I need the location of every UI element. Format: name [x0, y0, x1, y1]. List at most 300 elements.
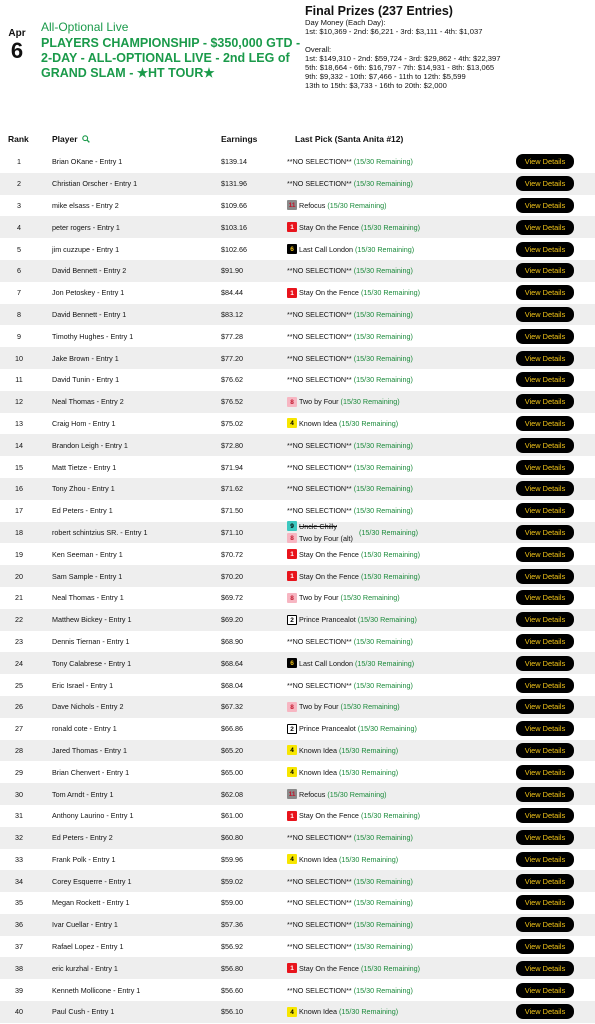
- pick-line: [287, 533, 353, 543]
- remaining-count: (15/30 Remaining): [353, 484, 413, 494]
- last-pick-column-header: Last Pick (Santa Anita #12): [295, 134, 404, 144]
- player-name: Ed Peters - Entry 2: [52, 833, 113, 843]
- player-name: Neal Thomas - Entry 2: [52, 397, 124, 407]
- view-details-button[interactable]: View Details: [516, 285, 574, 300]
- table-row: [0, 151, 595, 173]
- last-pick-cell: [287, 1001, 398, 1023]
- prizes-title: Final Prizes (237 Entries): [305, 4, 453, 18]
- no-selection-text: **NO SELECTION**: [287, 375, 352, 385]
- actions-cell: [516, 151, 574, 173]
- remaining-count: (15/30 Remaining): [338, 745, 399, 755]
- pick-line: [287, 811, 359, 821]
- no-selection-text: **NO SELECTION**: [287, 833, 352, 843]
- earnings-cell: $131.96: [221, 179, 247, 189]
- horse-name: Last Call London: [299, 658, 353, 668]
- table-row: [0, 391, 595, 413]
- last-pick-cell: [287, 456, 413, 478]
- remaining-count: (15/30 Remaining): [338, 418, 399, 428]
- view-details-button[interactable]: View Details: [516, 242, 574, 257]
- no-selection-text: **NO SELECTION**: [287, 353, 352, 363]
- remaining-count: (15/30 Remaining): [353, 157, 413, 167]
- view-details-button[interactable]: View Details: [516, 525, 574, 540]
- remaining-count: (15/30 Remaining): [327, 789, 387, 799]
- table-row: [0, 827, 595, 849]
- last-pick-cell: [287, 565, 420, 587]
- view-details-button[interactable]: View Details: [516, 220, 574, 235]
- view-details-button[interactable]: View Details: [516, 438, 574, 453]
- actions-cell: [516, 609, 574, 631]
- actions-cell: [516, 652, 574, 674]
- pick-line: [287, 521, 337, 531]
- no-selection-text: **NO SELECTION**: [287, 876, 352, 886]
- program-number-badge: 2: [287, 724, 297, 734]
- pick-line: [287, 963, 359, 973]
- view-details-button[interactable]: View Details: [516, 678, 574, 693]
- player-name: Neal Thomas - Entry 1: [52, 593, 124, 603]
- player-name: Rafael Lopez - Entry 1: [52, 942, 124, 952]
- program-number-badge: 1: [287, 811, 297, 821]
- search-icon[interactable]: [82, 135, 90, 145]
- player-name: Craig Hom - Entry 1: [52, 418, 116, 428]
- actions-cell: [516, 979, 574, 1001]
- remaining-count: (15/30 Remaining): [353, 942, 413, 952]
- rank-cell: 25: [15, 680, 23, 690]
- player-name: Matthew Bickey - Entry 1: [52, 615, 132, 625]
- rank-cell: 24: [15, 658, 23, 668]
- pick-line: [287, 745, 337, 755]
- player-name: Matt Tietze - Entry 1: [52, 462, 117, 472]
- no-selection-text: **NO SELECTION**: [287, 898, 352, 908]
- view-details-button[interactable]: View Details: [516, 699, 574, 714]
- program-number-badge: 1: [287, 571, 297, 581]
- horse-name: Known Idea: [299, 745, 337, 755]
- view-details-button[interactable]: View Details: [516, 721, 574, 736]
- earnings-cell: $84.44: [221, 288, 243, 298]
- earnings-cell: $71.94: [221, 462, 243, 472]
- rank-cell: 39: [15, 985, 23, 995]
- actions-cell: [516, 216, 574, 238]
- actions-cell: [516, 936, 574, 958]
- view-details-button[interactable]: View Details: [516, 198, 574, 213]
- player-name: Corey Esquerre - Entry 1: [52, 876, 132, 886]
- actions-cell: [516, 434, 574, 456]
- earnings-cell: $103.16: [221, 222, 247, 232]
- last-pick-cell: [287, 696, 400, 718]
- player-name: David Bennett - Entry 2: [52, 266, 127, 276]
- horse-name: Two by Four: [299, 702, 339, 712]
- view-details-button[interactable]: View Details: [516, 961, 574, 976]
- table-row: [0, 631, 595, 653]
- table-row: [0, 304, 595, 326]
- actions-cell: [516, 914, 574, 936]
- no-selection-text: **NO SELECTION**: [287, 309, 352, 319]
- rank-cell: 12: [15, 397, 23, 407]
- pick-stack: [287, 521, 353, 543]
- view-details-button[interactable]: View Details: [516, 939, 574, 954]
- last-pick-cell: [287, 304, 413, 326]
- view-details-button[interactable]: View Details: [516, 503, 574, 518]
- earnings-cell: $66.86: [221, 724, 243, 734]
- rank-cell: 6: [17, 266, 21, 276]
- player-name: David Bennett - Entry 1: [52, 309, 127, 319]
- view-details-button[interactable]: View Details: [516, 808, 574, 823]
- pick-line: [287, 288, 359, 298]
- horse-name: Known Idea: [299, 418, 337, 428]
- actions-cell: [516, 304, 574, 326]
- remaining-count: (15/30 Remaining): [360, 222, 421, 232]
- view-details-button[interactable]: View Details: [516, 372, 574, 387]
- view-details-button[interactable]: View Details: [516, 263, 574, 278]
- earnings-cell: $56.92: [221, 942, 243, 952]
- player-name: Ivar Cuellar - Entry 1: [52, 920, 118, 930]
- horse-name: Two by Four: [299, 533, 339, 543]
- rank-column-header: Rank: [8, 134, 29, 144]
- view-details-button[interactable]: View Details: [516, 852, 574, 867]
- no-selection-text: **NO SELECTION**: [287, 636, 352, 646]
- player-name: Jon Petoskey - Entry 1: [52, 288, 125, 298]
- table-row: [0, 805, 595, 827]
- view-details-button[interactable]: View Details: [516, 743, 574, 758]
- rank-cell: 4: [17, 222, 21, 232]
- earnings-cell: $68.64: [221, 658, 243, 668]
- rank-cell: 9: [17, 331, 21, 341]
- earnings-cell: $56.60: [221, 985, 243, 995]
- actions-cell: [516, 238, 574, 260]
- rank-cell: 10: [15, 353, 23, 363]
- last-pick-cell: [287, 413, 398, 435]
- pick-line: [287, 658, 353, 668]
- remaining-count: (15/30 Remaining): [353, 680, 413, 690]
- player-name: mike elsass - Entry 2: [52, 200, 119, 210]
- table-row: [0, 914, 595, 936]
- program-number-badge: 1: [287, 222, 297, 232]
- no-selection-text: **NO SELECTION**: [287, 920, 352, 930]
- rank-cell: 1: [17, 157, 21, 167]
- last-pick-cell: [287, 500, 413, 522]
- remaining-count: (15/30 Remaining): [340, 593, 400, 603]
- view-details-button[interactable]: View Details: [516, 329, 574, 344]
- last-pick-cell: [287, 609, 417, 631]
- remaining-count: (15/30 Remaining): [360, 811, 421, 821]
- standings-table: [0, 151, 595, 1023]
- program-number-badge: 4: [287, 854, 297, 864]
- last-pick-cell: [287, 434, 413, 456]
- table-row: [0, 936, 595, 958]
- rank-cell: 33: [15, 854, 23, 864]
- overall-line-4: 13th to 15th: $3,733 - 16th to 20th: $2,000: [305, 81, 447, 90]
- remaining-count: (15/30 Remaining): [353, 179, 413, 189]
- program-number-badge: 1: [287, 288, 297, 298]
- view-details-button[interactable]: View Details: [516, 481, 574, 496]
- pick-line: [287, 222, 359, 232]
- day-money-label: Day Money (Each Day):: [305, 18, 386, 27]
- player-name: Brandon Leigh - Entry 1: [52, 440, 128, 450]
- actions-cell: [516, 565, 574, 587]
- player-name: Ed Peters - Entry 1: [52, 506, 113, 516]
- player-name: Brian OKane - Entry 1: [52, 157, 123, 167]
- pick-line: [287, 789, 325, 799]
- earnings-cell: $70.20: [221, 571, 243, 581]
- view-details-button[interactable]: View Details: [516, 895, 574, 910]
- alt-label: (alt): [340, 533, 353, 543]
- player-name: Tony Zhou - Entry 1: [52, 484, 115, 494]
- earnings-cell: $109.66: [221, 200, 247, 210]
- actions-cell: [516, 870, 574, 892]
- last-pick-cell: [287, 151, 413, 173]
- view-details-button[interactable]: View Details: [516, 917, 574, 932]
- last-pick-cell: [287, 391, 400, 413]
- remaining-count: (15/30 Remaining): [338, 767, 399, 777]
- table-row: [0, 500, 595, 522]
- last-pick-cell: [287, 260, 413, 282]
- program-number-badge: 8: [287, 397, 297, 407]
- earnings-cell: $102.66: [221, 244, 247, 254]
- view-details-button[interactable]: View Details: [516, 874, 574, 889]
- earnings-cell: $77.20: [221, 353, 243, 363]
- horse-name: Stay On the Fence: [299, 288, 359, 298]
- view-details-button[interactable]: View Details: [516, 656, 574, 671]
- rank-cell: 23: [15, 636, 23, 646]
- actions-cell: [516, 892, 574, 914]
- last-pick-cell: [287, 325, 413, 347]
- rank-cell: 5: [17, 244, 21, 254]
- player-column-header: [52, 134, 90, 145]
- overall-label: Overall:: [305, 45, 332, 54]
- earnings-cell: $59.00: [221, 898, 243, 908]
- last-pick-cell: [287, 870, 413, 892]
- horse-name: Last Call London: [299, 244, 353, 254]
- rank-cell: 20: [15, 571, 23, 581]
- rank-cell: 34: [15, 876, 23, 886]
- rank-cell: 29: [15, 767, 23, 777]
- remaining-count: (15/30 Remaining): [353, 353, 413, 363]
- earnings-cell: $83.12: [221, 309, 243, 319]
- last-pick-cell: [287, 805, 420, 827]
- event-month: Apr: [8, 28, 26, 39]
- table-row: [0, 565, 595, 587]
- view-details-button[interactable]: View Details: [516, 176, 574, 191]
- earnings-cell: $57.36: [221, 920, 243, 930]
- table-row: [0, 478, 595, 500]
- pick-line: [287, 615, 356, 625]
- earnings-cell: $59.02: [221, 876, 243, 886]
- view-details-button[interactable]: View Details: [516, 569, 574, 584]
- rank-cell: 32: [15, 833, 23, 843]
- rank-cell: 17: [15, 506, 23, 516]
- player-name: jim cuzzupe - Entry 1: [52, 244, 120, 254]
- last-pick-cell: [287, 347, 413, 369]
- rank-cell: 35: [15, 898, 23, 908]
- horse-name: Refocus: [299, 200, 326, 210]
- rank-cell: 18: [15, 527, 23, 537]
- rank-cell: 37: [15, 942, 23, 952]
- no-selection-text: **NO SELECTION**: [287, 680, 352, 690]
- table-row: [0, 456, 595, 478]
- last-pick-cell: [287, 936, 413, 958]
- last-pick-cell: [287, 173, 413, 195]
- view-details-button[interactable]: View Details: [516, 394, 574, 409]
- last-pick-cell: [287, 195, 387, 217]
- last-pick-cell: [287, 369, 413, 391]
- view-details-button[interactable]: View Details: [516, 460, 574, 475]
- program-number-badge: 11: [288, 791, 296, 798]
- last-pick-cell: [287, 522, 418, 544]
- view-details-button[interactable]: View Details: [516, 590, 574, 605]
- prizes-panel: [305, 4, 593, 90]
- remaining-count: (15/30 Remaining): [357, 724, 417, 734]
- table-row: [0, 696, 595, 718]
- remaining-count: (15/30 Remaining): [353, 331, 413, 341]
- player-column-label: Player: [52, 134, 78, 144]
- player-name: Brian Chenvert - Entry 1: [52, 767, 130, 777]
- table-row: [0, 652, 595, 674]
- table-row: [0, 892, 595, 914]
- horse-name: Known Idea: [299, 1007, 337, 1017]
- program-number-badge: 9: [287, 521, 297, 531]
- actions-cell: [516, 456, 574, 478]
- earnings-cell: $68.04: [221, 680, 243, 690]
- no-selection-text: **NO SELECTION**: [287, 985, 352, 995]
- view-details-button[interactable]: View Details: [516, 1004, 574, 1019]
- program-number-badge: 11: [288, 202, 296, 210]
- table-row: [0, 195, 595, 217]
- earnings-cell: $65.00: [221, 767, 243, 777]
- player-name: Megan Rockett - Entry 1: [52, 898, 130, 908]
- actions-cell: [516, 195, 574, 217]
- rank-cell: 31: [15, 811, 23, 821]
- remaining-count: (15/30 Remaining): [353, 833, 413, 843]
- no-selection-text: **NO SELECTION**: [287, 266, 352, 276]
- table-row: [0, 434, 595, 456]
- program-number-badge: 8: [287, 533, 297, 543]
- actions-cell: [516, 631, 574, 653]
- actions-cell: [516, 543, 574, 565]
- view-details-button[interactable]: View Details: [516, 416, 574, 431]
- actions-cell: [516, 696, 574, 718]
- pick-line: [287, 702, 339, 712]
- player-name: Eric Israel - Entry 1: [52, 680, 114, 690]
- player-name: Jake Brown - Entry 1: [52, 353, 119, 363]
- view-details-button[interactable]: View Details: [516, 547, 574, 562]
- remaining-count: (15/30 Remaining): [353, 920, 413, 930]
- earnings-cell: $69.72: [221, 593, 243, 603]
- no-selection-text: **NO SELECTION**: [287, 484, 352, 494]
- event-day: 6: [10, 38, 24, 63]
- last-pick-cell: [287, 914, 413, 936]
- remaining-count: (15/30 Remaining): [353, 985, 413, 995]
- rank-cell: 28: [15, 745, 23, 755]
- view-details-button[interactable]: View Details: [516, 765, 574, 780]
- remaining-count: (15/30 Remaining): [360, 288, 421, 298]
- actions-cell: [516, 827, 574, 849]
- overall-line-2: 5th: $18,664 - 6th: $16,797 - 7th: $14,931 - 8th: $13,065: [305, 63, 495, 72]
- program-number-badge: 1: [287, 549, 297, 559]
- table-row: [0, 413, 595, 435]
- remaining-count: (15/30 Remaining): [360, 549, 421, 559]
- remaining-count: (15/30 Remaining): [353, 309, 413, 319]
- earnings-cell: $139.14: [221, 157, 247, 167]
- table-row: [0, 674, 595, 696]
- last-pick-cell: [287, 282, 420, 304]
- event-header: [0, 0, 595, 125]
- remaining-count: (15/30 Remaining): [353, 462, 413, 472]
- earnings-cell: $71.50: [221, 506, 243, 516]
- view-details-button[interactable]: View Details: [516, 154, 574, 169]
- rank-cell: 14: [15, 440, 23, 450]
- program-number-badge: 8: [287, 593, 297, 603]
- program-number-badge: 4: [287, 745, 297, 755]
- pick-line: [287, 1007, 337, 1017]
- player-name: Frank Polk - Entry 1: [52, 854, 116, 864]
- last-pick-cell: [287, 957, 420, 979]
- remaining-count: (15/30 Remaining): [327, 200, 387, 210]
- actions-cell: [516, 500, 574, 522]
- last-pick-cell: [287, 674, 413, 696]
- horse-name: Known Idea: [299, 854, 337, 864]
- player-name: peter rogers - Entry 1: [52, 222, 120, 232]
- table-row: [0, 282, 595, 304]
- remaining-count: (15/30 Remaining): [340, 702, 400, 712]
- player-name: Dennis Tiernan - Entry 1: [52, 636, 130, 646]
- horse-name: Stay On the Fence: [299, 571, 359, 581]
- rank-cell: 30: [15, 789, 23, 799]
- table-row: [0, 369, 595, 391]
- last-pick-cell: [287, 892, 413, 914]
- view-details-button[interactable]: View Details: [516, 634, 574, 649]
- rank-cell: 19: [15, 549, 23, 559]
- player-name: Jared Thomas - Entry 1: [52, 745, 127, 755]
- earnings-cell: $59.96: [221, 854, 243, 864]
- player-name: Anthony Laurino - Entry 1: [52, 811, 134, 821]
- horse-name: Stay On the Fence: [299, 963, 359, 973]
- rank-cell: 38: [15, 963, 23, 973]
- last-pick-cell: [287, 718, 417, 740]
- earnings-cell: $77.28: [221, 331, 243, 341]
- actions-cell: [516, 522, 574, 544]
- actions-cell: [516, 478, 574, 500]
- view-details-button[interactable]: View Details: [516, 351, 574, 366]
- player-name: Tony Calabrese - Entry 1: [52, 658, 132, 668]
- player-name: Dave Nichols - Entry 2: [52, 702, 124, 712]
- table-row: [0, 325, 595, 347]
- no-selection-text: **NO SELECTION**: [287, 942, 352, 952]
- remaining-count: (15/30 Remaining): [358, 527, 419, 537]
- program-number-badge: 1: [287, 963, 297, 973]
- earnings-cell: $60.80: [221, 833, 243, 843]
- view-details-button[interactable]: View Details: [516, 612, 574, 627]
- pick-line: [287, 397, 339, 407]
- pick-line: [287, 200, 325, 210]
- pick-line: [287, 571, 359, 581]
- actions-cell: [516, 718, 574, 740]
- actions-cell: [516, 761, 574, 783]
- actions-cell: [516, 325, 574, 347]
- horse-name: Two by Four: [299, 593, 339, 603]
- horse-name: Uncle Chilly: [299, 521, 337, 531]
- view-details-button[interactable]: View Details: [516, 830, 574, 845]
- player-name: Sam Sample - Entry 1: [52, 571, 123, 581]
- view-details-button[interactable]: View Details: [516, 983, 574, 998]
- last-pick-cell: [287, 849, 398, 871]
- horse-name: Stay On the Fence: [299, 811, 359, 821]
- view-details-button[interactable]: View Details: [516, 787, 574, 802]
- no-selection-text: **NO SELECTION**: [287, 462, 352, 472]
- table-row: [0, 543, 595, 565]
- no-selection-text: **NO SELECTION**: [287, 157, 352, 167]
- view-details-button[interactable]: View Details: [516, 307, 574, 322]
- no-selection-text: **NO SELECTION**: [287, 331, 352, 341]
- actions-cell: [516, 391, 574, 413]
